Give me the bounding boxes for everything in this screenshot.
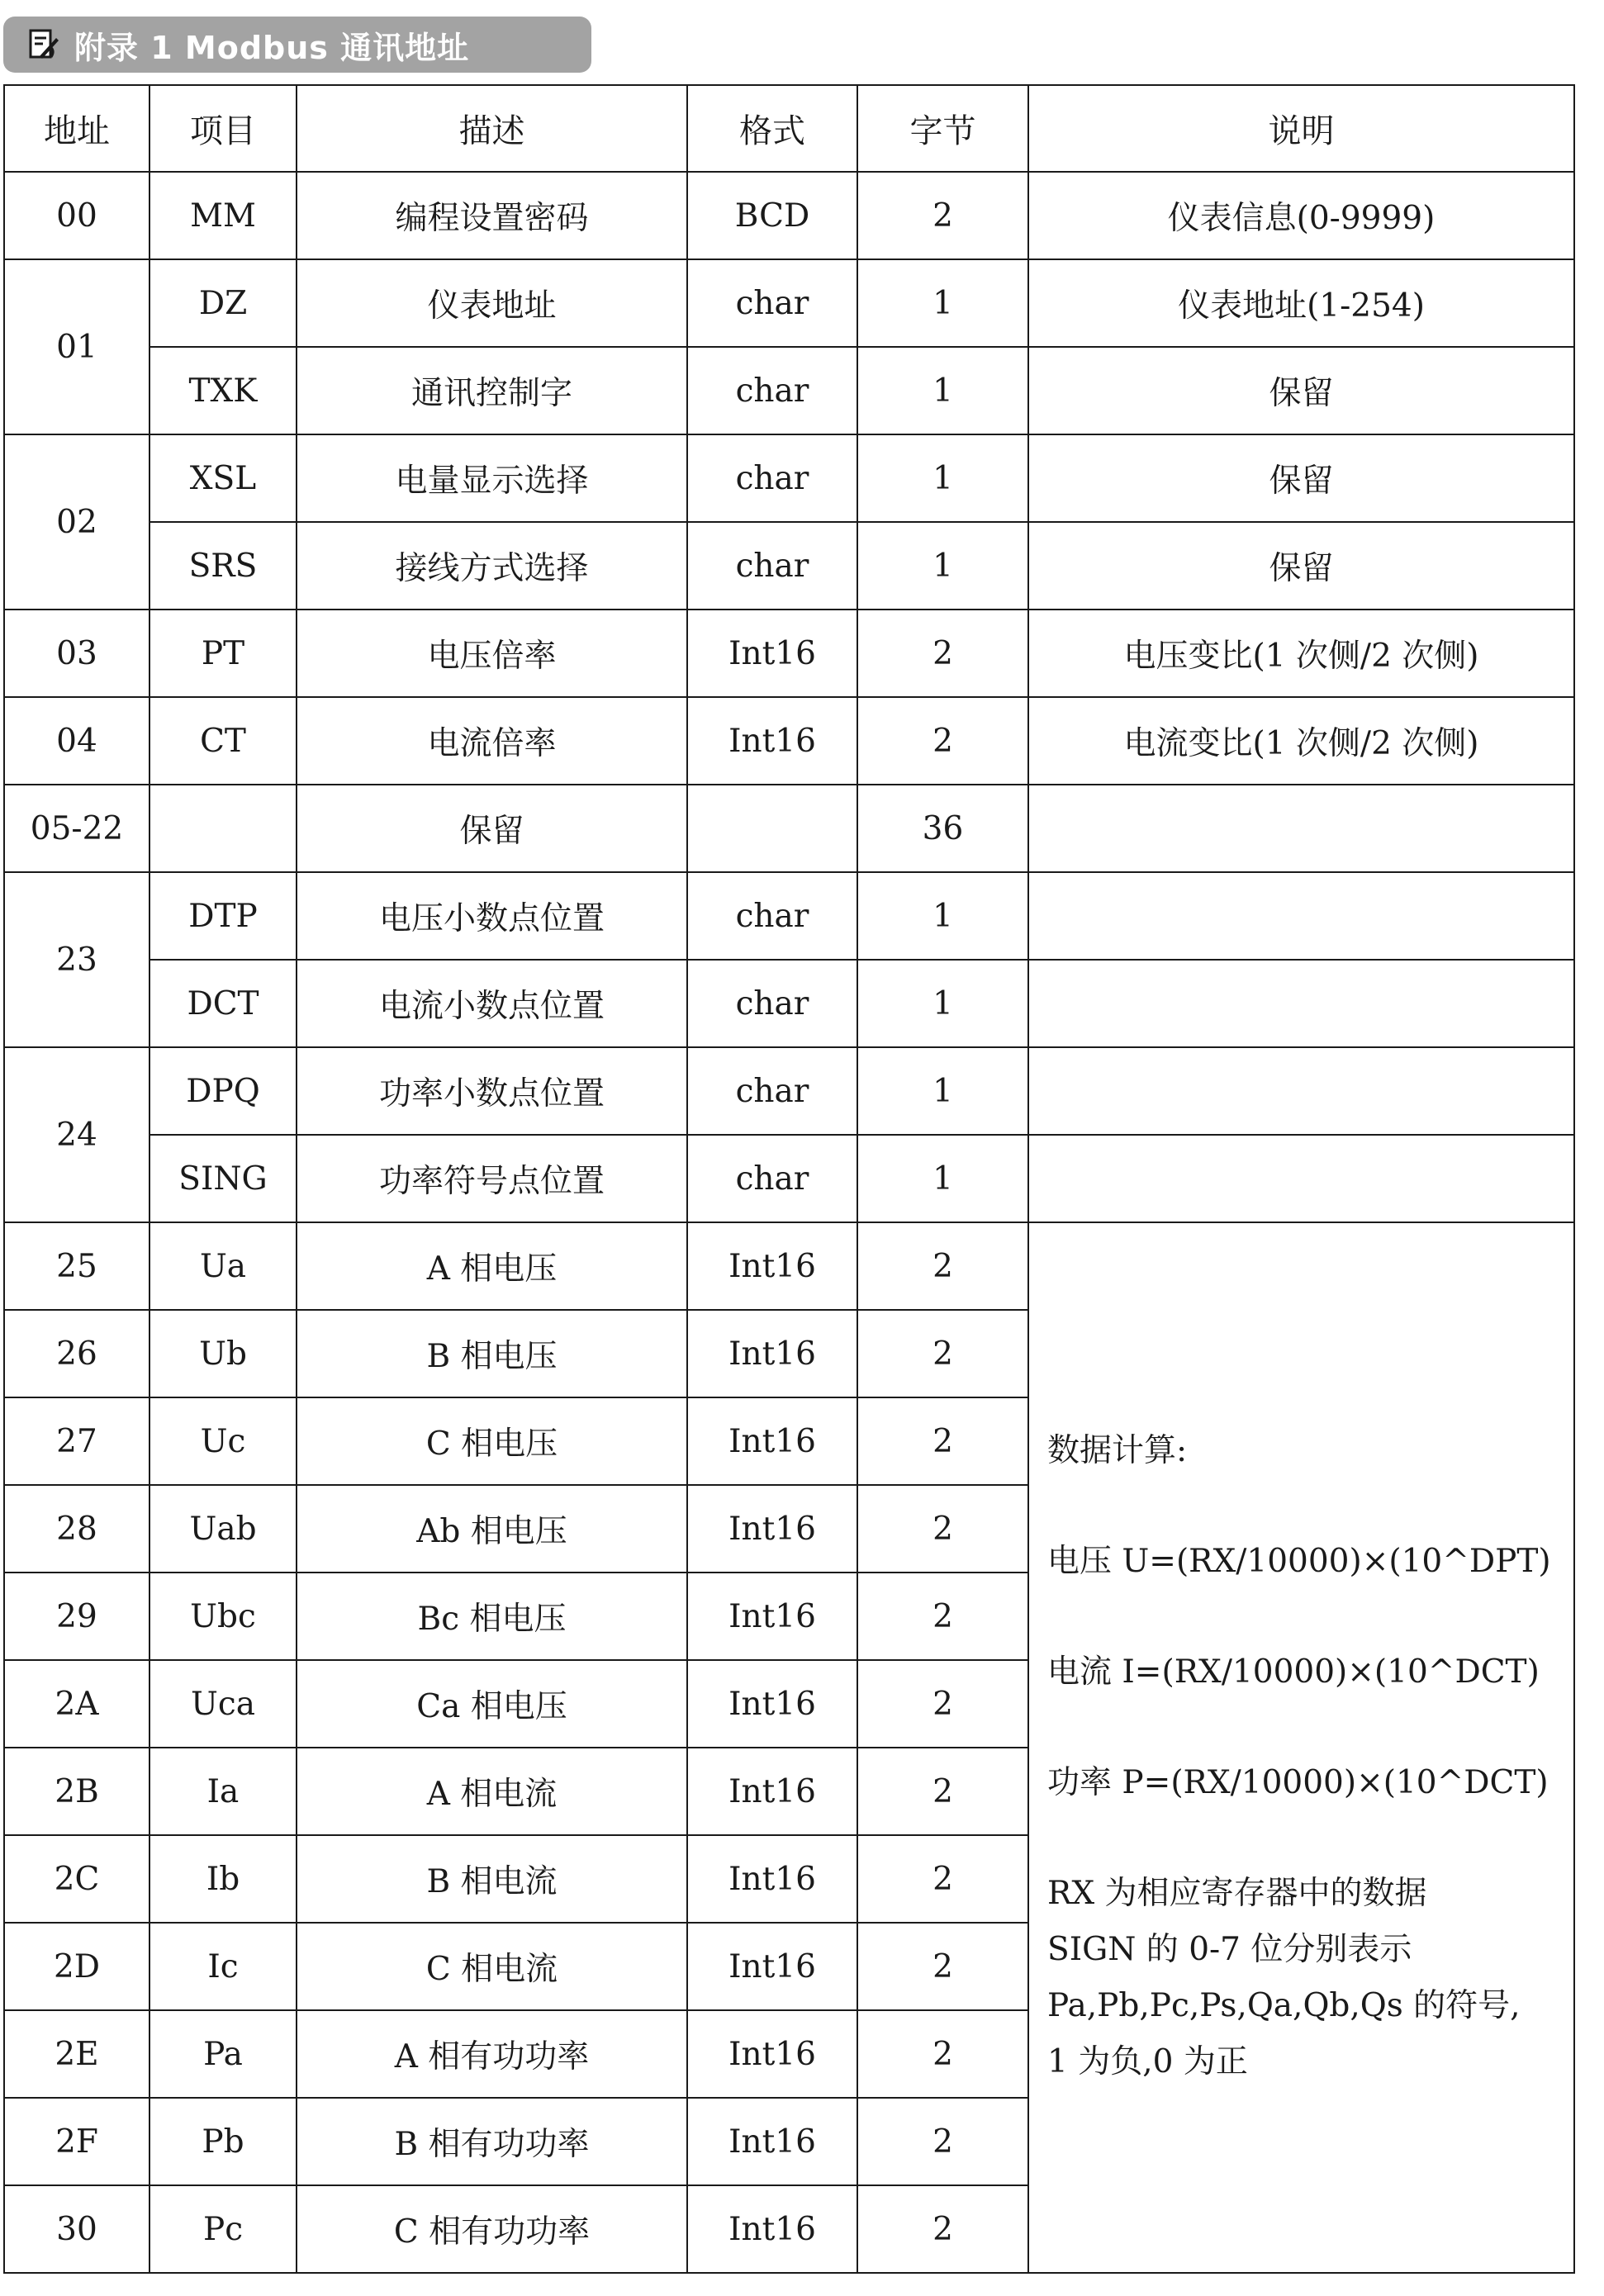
item-cell: DTP — [149, 872, 297, 960]
symbols-note: Pa,Pb,Pc,Ps,Qa,Qb,Qs 的符号, — [1047, 1987, 1521, 2024]
format-cell: Int16 — [687, 1923, 857, 2010]
format-cell: BCD — [687, 172, 857, 259]
description-cell: C 相电压 — [297, 1397, 687, 1485]
address-cell: 27 — [4, 1397, 149, 1485]
item-cell: SRS — [149, 522, 297, 610]
format-cell: Int16 — [687, 1485, 857, 1573]
bytes-cell: 1 — [857, 522, 1028, 610]
item-cell: Ubc — [149, 1573, 297, 1660]
section-title: 附录 1 Modbus 通讯地址 — [74, 29, 470, 66]
item-cell: Pb — [149, 2098, 297, 2185]
address-cell: 03 — [4, 610, 149, 697]
item-cell: Ua — [149, 1222, 297, 1310]
description-cell: Ca 相电压 — [297, 1660, 687, 1748]
item-cell: Uca — [149, 1660, 297, 1748]
description-cell: Bc 相电压 — [297, 1573, 687, 1660]
item-cell: Uc — [149, 1397, 297, 1485]
format-cell: Int16 — [687, 1310, 857, 1397]
table-row — [4, 172, 1574, 259]
address-cell: 00 — [4, 172, 149, 259]
current-formula: 电流 I=(RX/10000)×(10^DCT) — [1047, 1653, 1540, 1691]
bytes-cell: 1 — [857, 1135, 1028, 1222]
note-cell: 保留 — [1028, 347, 1574, 434]
table-row — [4, 347, 1574, 434]
description-cell: 电压倍率 — [297, 610, 687, 697]
format-cell: Int16 — [687, 610, 857, 697]
table-row — [4, 697, 1574, 785]
bytes-cell: 1 — [857, 960, 1028, 1047]
bytes-cell: 2 — [857, 1485, 1028, 1573]
column-header-notes: 说明 — [1028, 85, 1574, 172]
description-cell: 电量显示选择 — [297, 434, 687, 522]
format-cell — [687, 785, 857, 872]
bytes-cell: 1 — [857, 259, 1028, 347]
item-cell: DZ — [149, 259, 297, 347]
address-cell: 01 — [4, 259, 149, 434]
note-cell: 保留 — [1028, 522, 1574, 610]
format-cell: char — [687, 259, 857, 347]
item-cell: Pc — [149, 2185, 297, 2273]
bytes-cell: 2 — [857, 172, 1028, 259]
item-cell: Ub — [149, 1310, 297, 1397]
table-row — [4, 1222, 1574, 1310]
address-cell: 04 — [4, 697, 149, 785]
address-cell: 2B — [4, 1748, 149, 1835]
bytes-cell: 2 — [857, 2098, 1028, 2185]
note-cell: 仪表地址(1-254) — [1028, 259, 1574, 347]
note-cell — [1028, 1047, 1574, 1135]
item-cell: PT — [149, 610, 297, 697]
bytes-cell: 1 — [857, 1047, 1028, 1135]
description-cell: B 相电流 — [297, 1835, 687, 1923]
column-header-address: 地址 — [4, 85, 149, 172]
item-cell: SING — [149, 1135, 297, 1222]
column-header-bytes: 字节 — [857, 85, 1028, 172]
note-cell: 电流变比(1 次侧/2 次侧) — [1028, 697, 1574, 785]
item-cell: Ic — [149, 1923, 297, 2010]
table-row — [4, 522, 1574, 610]
description-cell: 通讯控制字 — [297, 347, 687, 434]
format-cell: Int16 — [687, 1748, 857, 1835]
bytes-cell: 2 — [857, 610, 1028, 697]
address-cell: 26 — [4, 1310, 149, 1397]
format-cell: char — [687, 347, 857, 434]
note-cell — [1028, 872, 1574, 960]
item-cell: CT — [149, 697, 297, 785]
table-row — [4, 1135, 1574, 1222]
description-cell: 电流小数点位置 — [297, 960, 687, 1047]
format-cell: Int16 — [687, 1397, 857, 1485]
item-cell: Uab — [149, 1485, 297, 1573]
bytes-cell: 2 — [857, 1923, 1028, 2010]
description-cell: 仪表地址 — [297, 259, 687, 347]
description-cell: 功率小数点位置 — [297, 1047, 687, 1135]
format-cell: Int16 — [687, 2010, 857, 2098]
item-cell: Ia — [149, 1748, 297, 1835]
format-cell: Int16 — [687, 1660, 857, 1748]
description-cell: A 相电流 — [297, 1748, 687, 1835]
section-title-bar — [3, 17, 591, 73]
note-cell — [1028, 960, 1574, 1047]
bytes-cell: 2 — [857, 2010, 1028, 2098]
column-header-description: 描述 — [297, 85, 687, 172]
item-cell: Pa — [149, 2010, 297, 2098]
format-cell: char — [687, 522, 857, 610]
bytes-cell: 2 — [857, 1573, 1028, 1660]
description-cell: B 相电压 — [297, 1310, 687, 1397]
format-cell: Int16 — [687, 2098, 857, 2185]
format-cell: Int16 — [687, 2185, 857, 2273]
calculation-notes — [1047, 1223, 1573, 2090]
description-cell: 功率符号点位置 — [297, 1135, 687, 1222]
item-cell: DPQ — [149, 1047, 297, 1135]
format-cell: Int16 — [687, 697, 857, 785]
item-cell: MM — [149, 172, 297, 259]
format-cell: char — [687, 960, 857, 1047]
description-cell: 保留 — [297, 785, 687, 872]
item-cell: XSL — [149, 434, 297, 522]
table-header-row — [4, 85, 1574, 172]
bytes-cell: 2 — [857, 697, 1028, 785]
description-cell: C 相有功功率 — [297, 2185, 687, 2273]
format-cell: Int16 — [687, 1573, 857, 1660]
description-cell: 电流倍率 — [297, 697, 687, 785]
bytes-cell: 2 — [857, 2185, 1028, 2273]
note-cell — [1028, 1135, 1574, 1222]
item-cell: TXK — [149, 347, 297, 434]
bytes-cell: 2 — [857, 1397, 1028, 1485]
note-cell — [1028, 785, 1574, 872]
address-cell: 02 — [4, 434, 149, 610]
address-cell: 2A — [4, 1660, 149, 1748]
address-cell: 2D — [4, 1923, 149, 2010]
table-row — [4, 785, 1574, 872]
table-row — [4, 872, 1574, 960]
sign-note: SIGN 的 0-7 位分别表示 — [1047, 1931, 1412, 1968]
format-cell: Int16 — [687, 1835, 857, 1923]
description-cell: 电压小数点位置 — [297, 872, 687, 960]
address-cell: 23 — [4, 872, 149, 1047]
description-cell: B 相有功功率 — [297, 2098, 687, 2185]
column-header-format: 格式 — [687, 85, 857, 172]
document-edit-icon — [28, 28, 59, 61]
bytes-cell: 1 — [857, 347, 1028, 434]
description-cell: 编程设置密码 — [297, 172, 687, 259]
bytes-cell: 2 — [857, 1835, 1028, 1923]
note-cell: 仪表信息(0-9999) — [1028, 172, 1574, 259]
modbus-address-table — [3, 84, 1575, 2274]
table-row — [4, 259, 1574, 347]
description-cell: C 相电流 — [297, 1923, 687, 2010]
power-formula: 功率 P=(RX/10000)×(10^DCT) — [1047, 1764, 1549, 1801]
polarity-note: 1 为负,0 为正 — [1047, 2043, 1248, 2080]
bytes-cell: 2 — [857, 1660, 1028, 1748]
address-cell: 29 — [4, 1573, 149, 1660]
address-cell: 2E — [4, 2010, 149, 2098]
address-cell: 2C — [4, 1835, 149, 1923]
table-row — [4, 434, 1574, 522]
bytes-cell: 36 — [857, 785, 1028, 872]
bytes-cell: 2 — [857, 1310, 1028, 1397]
table-row — [4, 960, 1574, 1047]
note-cell: 保留 — [1028, 434, 1574, 522]
item-cell — [149, 785, 297, 872]
bytes-cell: 1 — [857, 872, 1028, 960]
address-cell: 28 — [4, 1485, 149, 1573]
calculation-notes-cell — [1028, 1222, 1574, 2273]
notes-heading: 数据计算: — [1047, 1432, 1188, 1469]
description-cell: Ab 相电压 — [297, 1485, 687, 1573]
column-header-item: 项目 — [149, 85, 297, 172]
table-row — [4, 610, 1574, 697]
address-cell: 30 — [4, 2185, 149, 2273]
address-cell: 25 — [4, 1222, 149, 1310]
item-cell: Ib — [149, 1835, 297, 1923]
rx-note: RX 为相应寄存器中的数据 — [1047, 1875, 1427, 1912]
bytes-cell: 1 — [857, 434, 1028, 522]
bytes-cell: 2 — [857, 1222, 1028, 1310]
format-cell: char — [687, 1135, 857, 1222]
table-row — [4, 1047, 1574, 1135]
format-cell: char — [687, 872, 857, 960]
description-cell: A 相电压 — [297, 1222, 687, 1310]
format-cell: char — [687, 1047, 857, 1135]
address-cell: 2F — [4, 2098, 149, 2185]
format-cell: Int16 — [687, 1222, 857, 1310]
address-cell: 24 — [4, 1047, 149, 1222]
description-cell: A 相有功功率 — [297, 2010, 687, 2098]
address-cell: 05-22 — [4, 785, 149, 872]
voltage-formula: 电压 U=(RX/10000)×(10^DPT) — [1047, 1543, 1551, 1580]
bytes-cell: 2 — [857, 1748, 1028, 1835]
item-cell: DCT — [149, 960, 297, 1047]
description-cell: 接线方式选择 — [297, 522, 687, 610]
format-cell: char — [687, 434, 857, 522]
note-cell: 电压变比(1 次侧/2 次侧) — [1028, 610, 1574, 697]
